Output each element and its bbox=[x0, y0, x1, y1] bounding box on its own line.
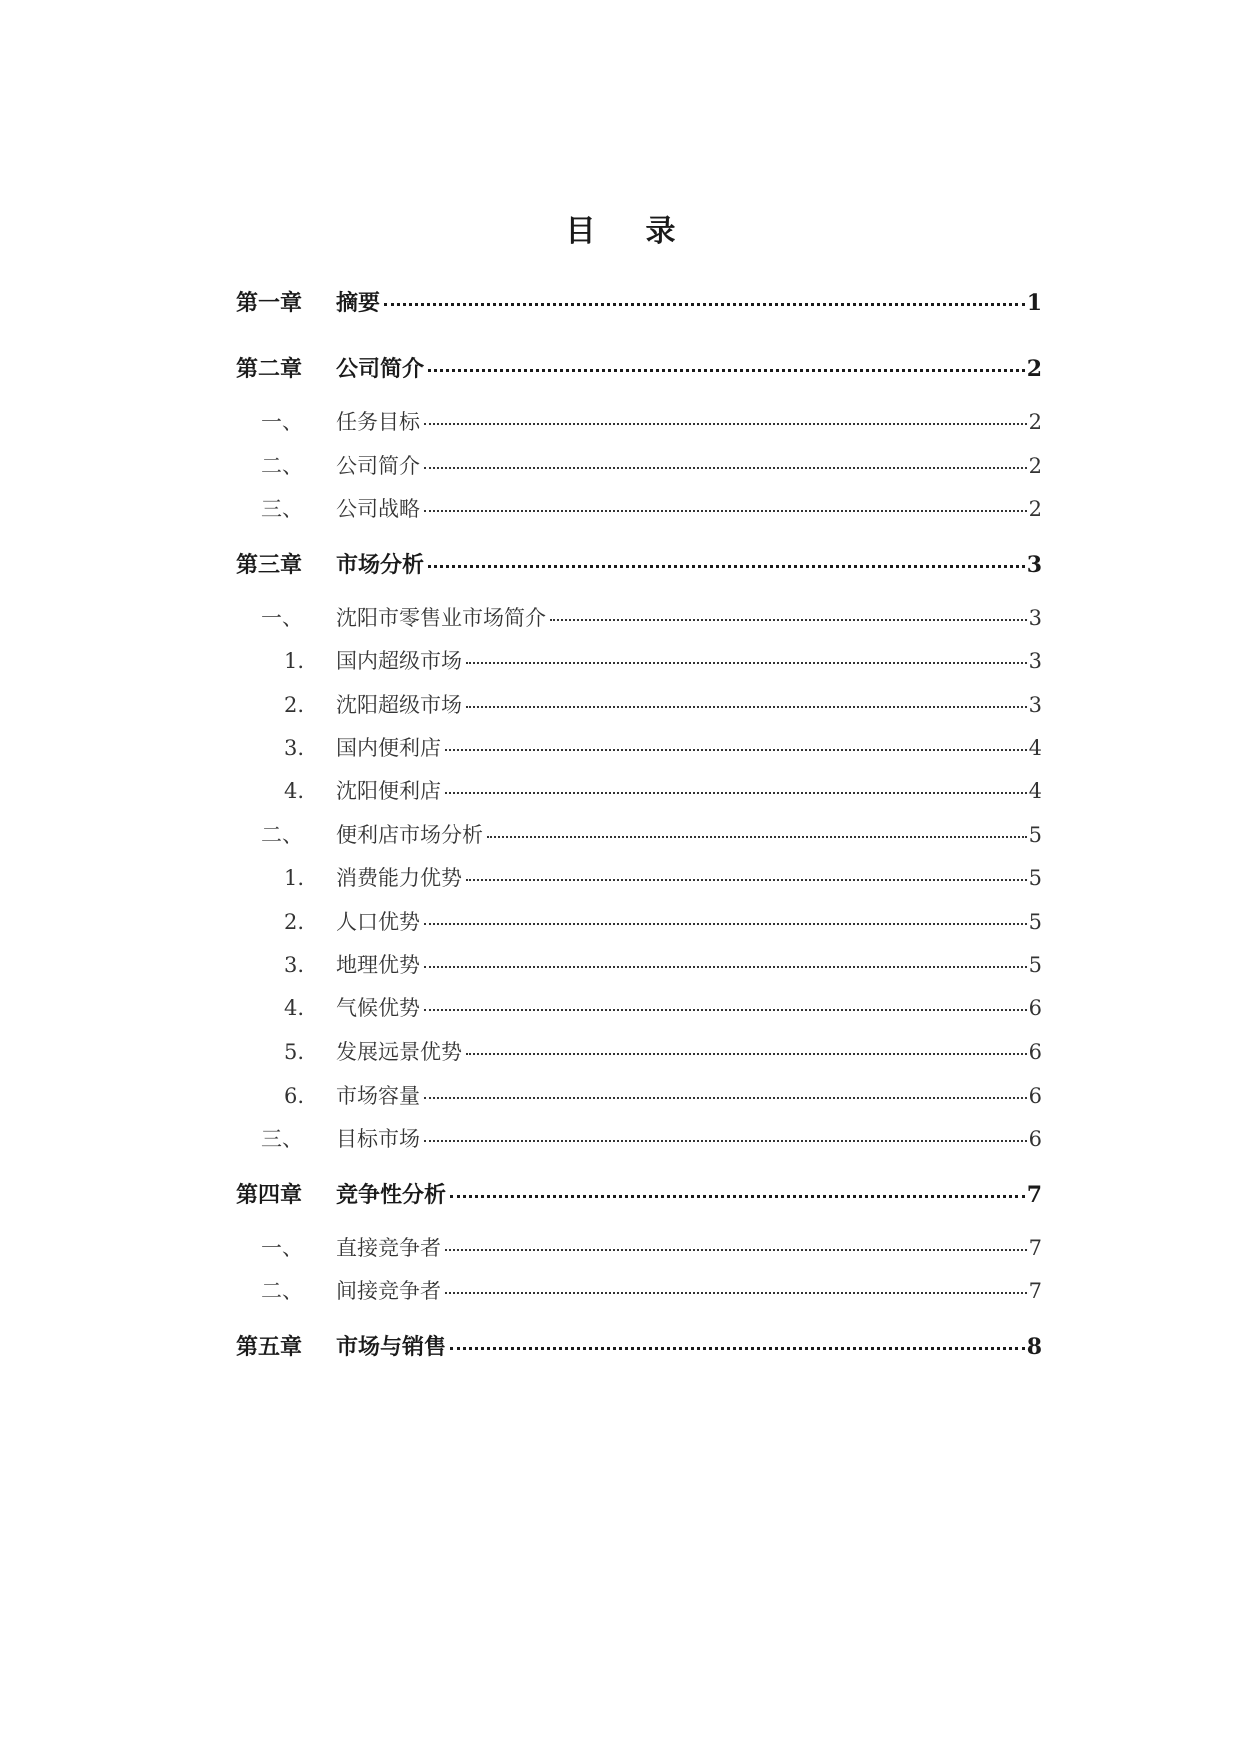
toc-entry-number: 第四章 bbox=[236, 1182, 303, 1208]
toc-entry-item[interactable] bbox=[236, 645, 1042, 679]
toc-entry-title: 竞争性分析 bbox=[336, 1182, 447, 1208]
toc-dot-leader bbox=[445, 749, 1027, 751]
toc-entry-section[interactable] bbox=[236, 1232, 1042, 1266]
toc-entry-number: 4. bbox=[284, 996, 305, 1020]
toc-entry-number: 5. bbox=[284, 1040, 305, 1064]
toc-entry-item[interactable] bbox=[236, 689, 1042, 723]
toc-entry-page-number: 2 bbox=[1028, 410, 1042, 434]
toc-entry-title: 沈阳超级市场 bbox=[336, 693, 462, 717]
toc-entry-number: 三、 bbox=[261, 1127, 303, 1151]
toc-title-right: 录 bbox=[645, 214, 676, 249]
toc-entry-page-number: 7 bbox=[1026, 1182, 1042, 1208]
toc-dot-leader bbox=[424, 1009, 1027, 1011]
toc-entry-section[interactable] bbox=[236, 1275, 1042, 1309]
toc-entry-number: 1. bbox=[284, 649, 305, 673]
toc-entry-title: 公司简介 bbox=[336, 356, 425, 382]
toc-entry-title: 间接竞争者 bbox=[336, 1279, 441, 1303]
toc-dot-leader bbox=[424, 510, 1027, 512]
toc-entry-item[interactable] bbox=[236, 732, 1042, 766]
toc-entry-number: 二、 bbox=[261, 1279, 303, 1303]
toc-entry-item[interactable] bbox=[236, 775, 1042, 809]
toc-entry-page-number: 5 bbox=[1028, 910, 1042, 934]
toc-dot-leader bbox=[445, 1249, 1027, 1251]
toc-dot-leader bbox=[424, 423, 1027, 425]
toc-entry-title: 市场与销售 bbox=[336, 1334, 447, 1360]
toc-entry-number: 一、 bbox=[261, 606, 303, 630]
toc-dot-leader bbox=[450, 1195, 1025, 1198]
toc-entry-title: 人口优势 bbox=[336, 910, 420, 934]
toc-entry-page-number: 7 bbox=[1028, 1279, 1042, 1303]
toc-entry-page-number: 3 bbox=[1026, 552, 1042, 578]
toc-dot-leader bbox=[424, 923, 1027, 925]
toc-entry-title: 直接竞争者 bbox=[336, 1236, 441, 1260]
toc-entry-page-number: 2 bbox=[1028, 497, 1042, 521]
toc-entry-section[interactable] bbox=[236, 602, 1042, 636]
toc-entry-title: 消费能力优势 bbox=[336, 866, 462, 890]
toc-entry-page-number: 2 bbox=[1028, 454, 1042, 478]
toc-entry-title: 市场分析 bbox=[336, 552, 425, 578]
toc-entry-title: 沈阳便利店 bbox=[336, 779, 441, 803]
toc-entry-title: 任务目标 bbox=[336, 410, 420, 434]
toc-entry-title: 国内便利店 bbox=[336, 736, 441, 760]
toc-entry-page-number: 3 bbox=[1028, 693, 1042, 717]
toc-entry-chapter[interactable] bbox=[236, 1178, 1042, 1212]
toc-dot-leader bbox=[466, 662, 1027, 664]
toc-entry-page-number: 3 bbox=[1028, 649, 1042, 673]
toc-dot-leader bbox=[550, 619, 1027, 621]
toc-entry-number: 一、 bbox=[261, 1236, 303, 1260]
toc-entry-number: 6. bbox=[284, 1084, 305, 1108]
toc-entry-number: 3. bbox=[284, 953, 305, 977]
toc-entry-item[interactable] bbox=[236, 862, 1042, 896]
toc-entry-title: 发展远景优势 bbox=[336, 1040, 462, 1064]
toc-entry-page-number: 5 bbox=[1028, 823, 1042, 847]
toc-entry-title: 国内超级市场 bbox=[336, 649, 462, 673]
toc-dot-leader bbox=[445, 1292, 1027, 1294]
toc-dot-leader bbox=[466, 706, 1027, 708]
toc-entry-number: 第三章 bbox=[236, 552, 303, 578]
toc-entry-title: 公司简介 bbox=[336, 454, 420, 478]
toc-title-left: 目 bbox=[565, 214, 596, 249]
toc-entry-title: 摘要 bbox=[336, 290, 381, 316]
toc-dot-leader bbox=[450, 1347, 1025, 1350]
toc-dot-leader bbox=[466, 1053, 1027, 1055]
toc-entry-page-number: 4 bbox=[1028, 736, 1042, 760]
toc-entry-item[interactable] bbox=[236, 1036, 1042, 1070]
toc-entry-number: 一、 bbox=[261, 410, 303, 434]
toc-entry-page-number: 6 bbox=[1028, 996, 1042, 1020]
toc-entry-page-number: 5 bbox=[1028, 953, 1042, 977]
toc-entry-page-number: 1 bbox=[1026, 290, 1042, 316]
toc-entry-section[interactable] bbox=[236, 493, 1042, 527]
toc-entry-item[interactable] bbox=[236, 992, 1042, 1026]
toc-dot-leader bbox=[384, 303, 1025, 306]
toc-dot-leader bbox=[466, 879, 1027, 881]
toc-entry-page-number: 8 bbox=[1026, 1334, 1042, 1360]
toc-entry-number: 三、 bbox=[261, 497, 303, 521]
toc-dot-leader bbox=[428, 369, 1025, 372]
toc-entry-page-number: 2 bbox=[1026, 356, 1042, 382]
toc-dot-leader bbox=[424, 1140, 1027, 1142]
toc-dot-leader bbox=[424, 966, 1027, 968]
toc-entry-number: 二、 bbox=[261, 454, 303, 478]
toc-entry-title: 沈阳市零售业市场简介 bbox=[336, 606, 546, 630]
toc-entry-page-number: 4 bbox=[1028, 779, 1042, 803]
toc-entry-item[interactable] bbox=[236, 906, 1042, 940]
toc-entry-number: 4. bbox=[284, 779, 305, 803]
toc-entry-number: 2. bbox=[284, 910, 305, 934]
toc-entry-title: 目标市场 bbox=[336, 1127, 420, 1151]
toc-entry-chapter[interactable] bbox=[236, 286, 1042, 320]
toc-entry-chapter[interactable] bbox=[236, 1330, 1042, 1364]
toc-dot-leader bbox=[487, 836, 1027, 838]
toc-entry-chapter[interactable] bbox=[236, 352, 1042, 386]
toc-entry-number: 二、 bbox=[261, 823, 303, 847]
toc-entry-section[interactable] bbox=[236, 450, 1042, 484]
toc-dot-leader bbox=[428, 565, 1025, 568]
toc-entry-title: 气候优势 bbox=[336, 996, 420, 1020]
toc-title bbox=[0, 212, 1241, 252]
toc-entry-number: 第五章 bbox=[236, 1334, 303, 1360]
toc-entry-title: 便利店市场分析 bbox=[336, 823, 483, 847]
toc-entry-title: 公司战略 bbox=[336, 497, 420, 521]
toc-entry-section[interactable] bbox=[236, 1123, 1042, 1157]
toc-entry-title: 地理优势 bbox=[336, 953, 420, 977]
toc-dot-leader bbox=[424, 1097, 1027, 1099]
toc-entry-number: 第一章 bbox=[236, 290, 303, 316]
toc-entry-section[interactable] bbox=[236, 406, 1042, 440]
toc-entry-page-number: 6 bbox=[1028, 1084, 1042, 1108]
toc-entry-item[interactable] bbox=[236, 1080, 1042, 1114]
toc-entry-page-number: 6 bbox=[1028, 1040, 1042, 1064]
toc-entry-title: 市场容量 bbox=[336, 1084, 420, 1108]
toc-entry-item[interactable] bbox=[236, 949, 1042, 983]
toc-entry-page-number: 6 bbox=[1028, 1127, 1042, 1151]
toc-entry-section[interactable] bbox=[236, 819, 1042, 853]
toc-entry-chapter[interactable] bbox=[236, 548, 1042, 582]
toc-entry-number: 3. bbox=[284, 736, 305, 760]
toc-entry-page-number: 7 bbox=[1028, 1236, 1042, 1260]
toc-entry-number: 第二章 bbox=[236, 356, 303, 382]
toc-entry-page-number: 5 bbox=[1028, 866, 1042, 890]
toc-entry-number: 1. bbox=[284, 866, 305, 890]
toc-dot-leader bbox=[445, 792, 1027, 794]
toc-entry-page-number: 3 bbox=[1028, 606, 1042, 630]
toc-dot-leader bbox=[424, 467, 1027, 469]
toc-entry-number: 2. bbox=[284, 693, 305, 717]
